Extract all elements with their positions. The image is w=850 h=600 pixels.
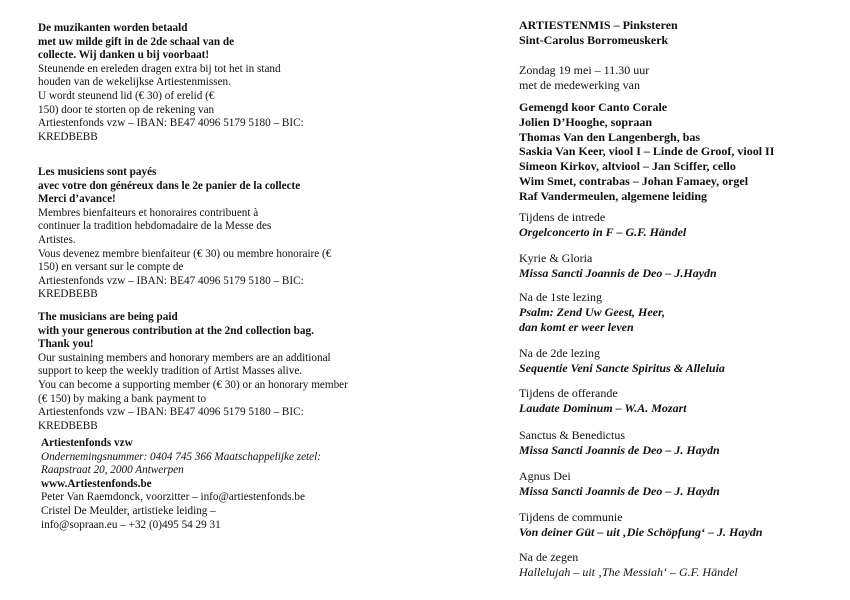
performers-list — [519, 100, 774, 204]
left-column — [38, 22, 368, 144]
event-header — [519, 18, 678, 48]
dutch-line: U wordt steunend lid (€ 30) of erelid (€ — [38, 89, 215, 102]
dutch-line: houden van de wekelijkse Artiestenmissen. — [38, 76, 231, 89]
program-item — [519, 290, 665, 334]
french-line: Vous devenez membre bienfaiteur (€ 30) ou membre honoraire (€ — [38, 247, 332, 260]
program-work: Von deiner Güt – uit ‚Die Schöpfung‘ – J. Haydn — [519, 524, 763, 539]
performer: Saskia Van Keer, viool I – Linde de Groof, viool II — [519, 144, 775, 159]
program-moment: Kyrie & Gloria — [519, 251, 593, 265]
french-line: Artiestenfonds vzw – IBAN: BE47 4096 5179 5180 – BIC: — [38, 274, 304, 287]
french-section — [38, 166, 331, 302]
website-link[interactable]: www.Artiestenfonds.be — [41, 477, 152, 490]
company-info-line: Raapstraat 20, 2000 Antwerpen — [41, 464, 184, 477]
program-work: Sequentie Veni Sancte Spiritus & Alleluia — [519, 360, 725, 375]
french-bold-line: avec votre don généreux dans le 2e panier de la collecte — [38, 179, 301, 192]
english-bold-line: The musicians are being paid — [38, 311, 178, 323]
dutch-line: 150) door te storten op de rekening van — [38, 103, 215, 116]
french-line: continuer la tradition hebdomadaire de la Messe des — [38, 220, 272, 233]
program-work: Missa Sancti Joannis de Deo – J. Haydn — [519, 442, 720, 457]
performer: Raf Vandermeulen, algemene leiding — [519, 188, 707, 203]
english-bold-line: Thank you! — [38, 338, 94, 351]
english-line: Our sustaining members and honorary members are an additional — [38, 351, 331, 364]
program-work: Laudate Dominum – W.A. Mozart — [519, 400, 687, 415]
performer: Wim Smet, contrabas – Johan Famaey, orgel — [519, 173, 749, 188]
performer: Thomas Van den Langenbergh, bas — [519, 129, 701, 144]
program-moment: Agnus Dei — [519, 469, 571, 483]
dutch-bold-line: met uw milde gift in de 2de schaal van de — [38, 35, 235, 48]
program-work: Psalm: Zend Uw Geest, Heer, — [519, 304, 665, 319]
program-work: Hallelujah – uit ‚The Messiah‘ – G.F. Händel — [519, 564, 738, 579]
program-moment: Na de zegen — [519, 550, 579, 564]
date-line: met de medewerking van — [519, 77, 640, 92]
program-item — [519, 428, 720, 458]
event-title: ARTIESTENMIS – Pinksteren — [519, 18, 678, 32]
program-work: Missa Sancti Joannis de Deo – J. Haydn — [519, 483, 720, 498]
dutch-bold-line: collecte. Wij danken u bij voorbaat! — [38, 49, 210, 62]
dutch-line: Steunende en ereleden dragen extra bij tot het in stand — [38, 62, 281, 75]
dutch-section — [38, 22, 368, 144]
program-item — [519, 510, 762, 540]
french-bold-line: Merci d’avance! — [38, 193, 116, 206]
program-work: Missa Sancti Joannis de Deo – J.Haydn — [519, 265, 717, 280]
footer-section — [38, 437, 321, 532]
dutch-bold-line: De muzikanten worden betaald — [38, 22, 188, 34]
program-work: dan komt er weer leven — [519, 319, 634, 334]
company-info-line: Ondernemingsnummer: 0404 745 366 Maatschappelijke zetel: — [41, 450, 321, 463]
program-item — [519, 346, 725, 376]
english-bold-line: with your generous contribution at the 2nd collection bag. — [38, 324, 314, 337]
french-line: KREDBEBB — [38, 288, 98, 301]
program-moment: Na de 1ste lezing — [519, 290, 602, 304]
program-work: Orgelconcerto in F – G.F. Händel — [519, 224, 687, 239]
performer: Jolien D’Hooghe, sopraan — [519, 114, 653, 129]
event-date — [519, 63, 649, 93]
program-moment: Tijdens de offerande — [519, 386, 618, 400]
dutch-line: Artiestenfonds vzw – IBAN: BE47 4096 5179 5180 – BIC: — [38, 117, 304, 130]
program-item — [519, 251, 717, 281]
contact-line: Cristel De Meulder, artistieke leiding – — [41, 504, 216, 517]
program-moment: Tijdens de intrede — [519, 210, 606, 224]
program-item — [519, 469, 720, 499]
english-line: Artiestenfonds vzw – IBAN: BE47 4096 5179 5180 – BIC: — [38, 406, 304, 419]
french-bold-line: Les musiciens sont payés — [38, 166, 157, 178]
performer: Simeon Kirkov, altviool – Jan Sciffer, cello — [519, 159, 736, 174]
program-moment: Sanctus & Benedictus — [519, 428, 625, 442]
organization-name: Artiestenfonds vzw — [41, 437, 133, 449]
contact-line: info@sopraan.eu – +32 (0)495 54 29 31 — [41, 518, 221, 531]
english-line: You can become a supporting member (€ 30) or an honorary member — [38, 378, 348, 391]
contact-line: Peter Van Raemdonck, voorzitter – info@artiestenfonds.be — [41, 491, 305, 504]
date-line: Zondag 19 mei – 11.30 uur — [519, 63, 650, 77]
program-item — [519, 550, 738, 580]
english-section — [38, 311, 348, 433]
french-line: Artistes. — [38, 233, 76, 246]
dutch-line: KREDBEBB — [38, 130, 98, 143]
performer: Gemengd koor Canto Corale — [519, 100, 668, 114]
french-line: Membres bienfaiteurs et honoraires contribuent à — [38, 206, 259, 219]
program-item — [519, 386, 687, 416]
program-item — [519, 210, 686, 240]
english-line: KREDBEBB — [38, 419, 98, 432]
church-name: Sint-Carolus Borromeuskerk — [519, 32, 669, 47]
english-line: (€ 150) by making a bank payment to — [38, 392, 207, 405]
program-moment: Na de 2de lezing — [519, 346, 600, 360]
french-line: 150) en versant sur le compte de — [38, 261, 184, 274]
program-moment: Tijdens de communie — [519, 510, 623, 524]
english-line: support to keep the weekly tradition of Artist Masses alive. — [38, 365, 303, 378]
